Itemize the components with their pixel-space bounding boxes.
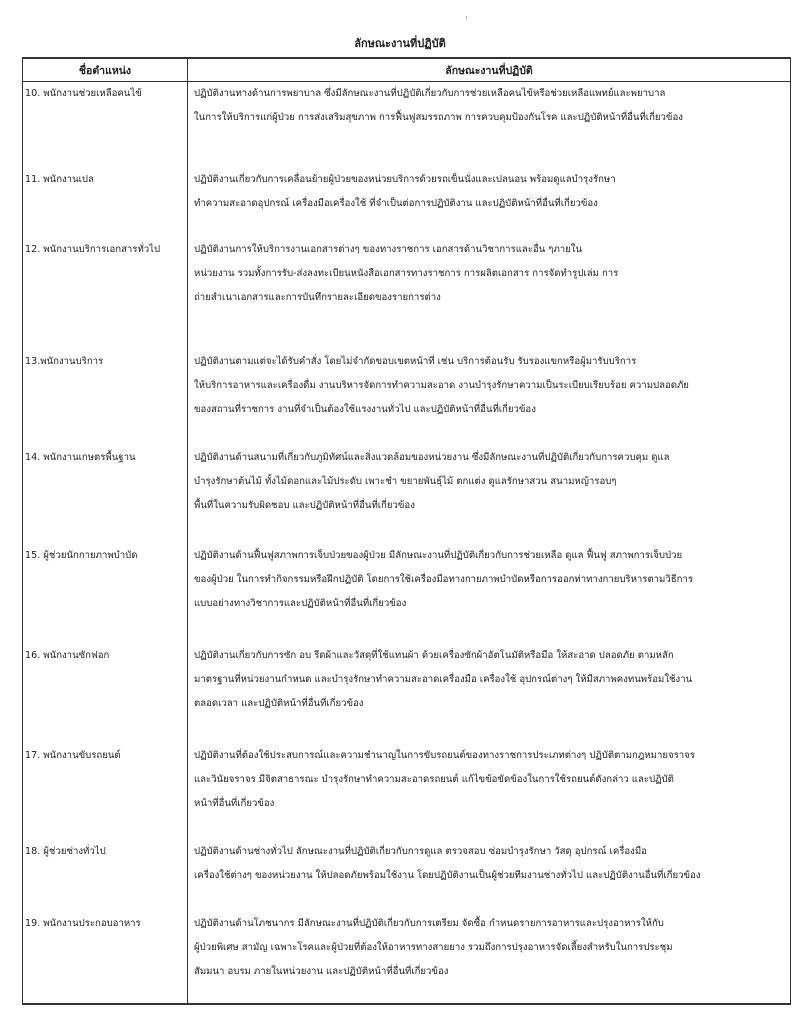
duty-line: ปฏิบัติงานตามแต่จะได้รับคำสั่ง โดยไม่จำกัดขอบเขตหน้าที่ เช่น บริการต้อนรับ รับรองแขกหรือผู้มารับบริการ [194,355,637,367]
scan-speck [466,16,467,20]
position-cell [23,624,188,724]
position-name: 12. พนักงานบริการเอกสารทั่วไป [25,243,161,255]
duties-cell [188,724,791,824]
duties-cell [188,624,791,724]
position-cell [23,900,188,1004]
position-name: 10. พนักงานช่วยเหลือคนไข้ [25,88,142,99]
table-row [23,724,791,824]
duty-line: มาตรฐานที่หน่วยงานกำหนด และบำรุงรักษาทำความสะอาดเครื่องมือ เครื่องใช้ อุปกรณ์ต่างๆ ให้มีสภาพคงทนพร้อมใช้งาน [194,673,693,685]
duty-line: ปฏิบัติงานด้านฟื้นฟูสภาพการเจ็บป่วยของผู้ป่วย มีลักษณะงานที่ปฏิบัติเกี่ยวกับการช่วยเหลือ ดูแล ฟื้นฟู สภาพการเจ็บป่วย [194,549,683,561]
table-row [23,624,791,724]
duty-line: ปฏิบัติงานเกี่ยวกับการซัก อบ รีดผ้าและวัสดุที่ใช้แทนผ้า ด้วยเครื่องซักผ้าอัตโนมัติหรือมือ ให้สะอาด ปลอดภัย ตามหลัก [194,649,674,661]
position-cell [23,524,188,624]
position-name: 17. พนักงานขับรถยนต์ [25,749,121,761]
duties-cell [188,324,791,424]
duty-line: สัมมนา อบรม ภายในหน่วยงาน และปฏิบัติหน้าที่อื่นที่เกี่ยวข้อง [194,965,449,977]
position-cell [23,424,188,524]
duty-line: ของผู้ป่วย ในการทำกิจกรรมหรือฝึกปฏิบัติ โดยการใช้เครื่องมือทางกายภาพบำบัดหรือการออกท่าทางกายบริหารตามวิธีการ [194,573,693,585]
table-row [23,82,791,154]
duty-line: หน้าที่อื่นที่เกี่ยวข้อง [194,797,275,809]
duty-line: ปฏิบัติงานการให้บริการงานเอกสารต่างๆ ของทางราชการ เอกสารด้านวิชาการและอื่น ๆภายใน [194,243,583,255]
duties-cell [188,82,791,154]
duty-line: ปฏิบัติงานทางด้านการพยาบาล ซึ่งมีลักษณะงานที่ปฏิบัติเกี่ยวกับการช่วยเหลือคนไข้หรือช่วยเหลือแพทย์และพยาบาล [194,88,666,99]
duties-cell [188,824,791,900]
header-duties: ลักษณะงานที่ปฏิบัติ [188,58,791,82]
duties-cell [188,224,791,324]
duties-cell [188,524,791,624]
position-cell [23,82,188,154]
duty-line: ปฏิบัติงานที่ต้องใช้ประสบการณ์และความชำนาญในการขับรถยนต์ของทางราชการประเภทต่างๆ ปฏิบัติตามกฎหมายจราจร [194,749,695,761]
duties-cell [188,424,791,524]
position-cell [23,154,188,224]
table-row [23,424,791,524]
duty-line: ในการให้บริการแก่ผู้ป่วย การส่งเสริมสุขภาพ การฟื้นฟูสมรรถภาพ การควบคุมป้องกันโรค และปฏิบัติหน้าที่อื่นที่เกี่ยวข้อง [194,112,683,123]
table-row [23,224,791,324]
duties-cell [188,154,791,224]
position-cell [23,324,188,424]
position-name: 19. พนักงานประกอบอาหาร [25,917,141,929]
position-name: 11. พนักงานเปล [25,173,94,185]
duty-line: ทำความสะอาดอุปกรณ์ เครื่องมือเครื่องใช้ ที่จำเป็นต่อการปฏิบัติงาน และปฏิบัติหน้าที่อื่นที่เกี่ยวข้อง [194,197,598,209]
duty-line: บำรุงรักษาต้นไม้ ทั้งไม้ดอกและไม้ประดับ เพาะชำ ขยายพันธุ์ไม้ ตกแต่ง ดูแลรักษาสวน สนามหญ้ารอบๆ [194,475,617,487]
duty-line: พื้นที่ในความรับผิดชอบ และปฏิบัติหน้าที่อื่นที่เกี่ยวข้อง [194,499,415,511]
job-description-table [22,57,791,1005]
duty-line: ตลอดเวลา และปฏิบัติหน้าที่อื่นที่เกี่ยวข้อง [194,697,364,709]
position-cell [23,824,188,900]
table-row [23,824,791,900]
duty-line: แบบอย่างทางวิชาการและปฏิบัติหน้าที่อื่นที่เกี่ยวข้อง [194,597,407,609]
duty-line: ให้บริการอาหารและเครื่องดื่ม งานบริหารจัดการทำความสะอาด งานบำรุงรักษาความเป็นระเบียบเรียบร้อย ความปลอดภัย [194,379,689,391]
table-row [23,900,791,1004]
document-title: ลักษณะงานที่ปฏิบัติ [354,37,446,50]
duty-line: ปฏิบัติงานด้านช่างทั่วไป ลักษณะงานที่ปฏิบัติเกี่ยวกับการดูแล ตรวจสอบ ซ่อมบำรุงรักษา วัสดุ อุปกรณ์ เครื่องมือ [194,845,647,857]
table-body [23,82,791,1004]
duty-line: และวินัยจราจร มีจิตสาธารณะ บำรุงรักษาทำความสะอาดรถยนต์ แก้ไขข้อขัดข้องในการใช้รถยนต์ดังกล่าว และปฏิบัติ [194,773,674,785]
table-row [23,524,791,624]
duty-line: ปฏิบัติงานเกี่ยวกับการเคลื่อนย้ายผู้ป่วยของหน่วยบริการด้วยรถเข็นนั่งและเปลนอน พร้อมดูแลบำรุงรักษา [194,173,616,185]
duty-line: ปฏิบัติงานด้านสนามที่เกี่ยวกับภูมิทัศน์และสิ่งแวดล้อมของหน่วยงาน ซึ่งมีลักษณะงานที่ปฏิบัติเกี่ยวกับการควบคุม ดูแล [194,451,670,463]
position-name: 16. พนักงานซักฟอก [25,649,110,661]
duty-line: ของสถานที่ราชการ งานที่จำเป็นต้องใช้แรงงานทั่วไป และปฏิบัติหน้าที่อื่นที่เกี่ยวข้อง [194,403,536,415]
position-name: 13.พนักงานบริการ [25,355,104,367]
table-row [23,324,791,424]
duty-line: ถ่ายสำเนาเอกสารและการบันทึกรายละเอียดของรายการต่าง [194,291,441,303]
position-cell [23,224,188,324]
duty-line: ผู้ป่วยพิเศษ สามัญ เฉพาะโรคและผู้ป่วยที่ต้องให้อาหารทางสายยาง รวมถึงการปรุงอาหารจัดเลี้ยงสำหรับในการประชุม [194,941,673,953]
table-row [23,154,791,224]
position-name: 15. ผู้ช่วยนักกายภาพบำบัด [25,549,138,561]
position-cell [23,724,188,824]
header-position: ชื่อตำแหน่ง [23,58,188,82]
table-header-row [23,58,791,82]
duties-cell [188,900,791,1004]
duty-line: หน่วยงาน รวมทั้งการรับ-ส่งลงทะเบียนหนังสือเอกสารทางราชการ การผลิตเอกสาร การจัดทำรูปเล่ม การ [194,267,619,279]
duty-line: เครื่องใช้ต่างๆ ของหน่วยงาน ให้ปลอดภัยพร้อมใช้งาน โดยปฏิบัติงานเป็นผู้ช่วยทีมงานช่างทั่วไป และปฏิบัติงานอื่นที่เกี่ยวข้อง [194,869,701,881]
duty-line: ปฏิบัติงานด้านโภชนากร มีลักษณะงานที่ปฏิบัติเกี่ยวกับการเตรียม จัดซื้อ กำหนดรายการอาหารและปรุงอาหารให้กับ [194,917,664,929]
position-name: 18. ผู้ช่วยช่างทั่วไป [25,845,106,857]
position-name: 14. พนักงานเกษตรพื้นฐาน [25,451,136,463]
